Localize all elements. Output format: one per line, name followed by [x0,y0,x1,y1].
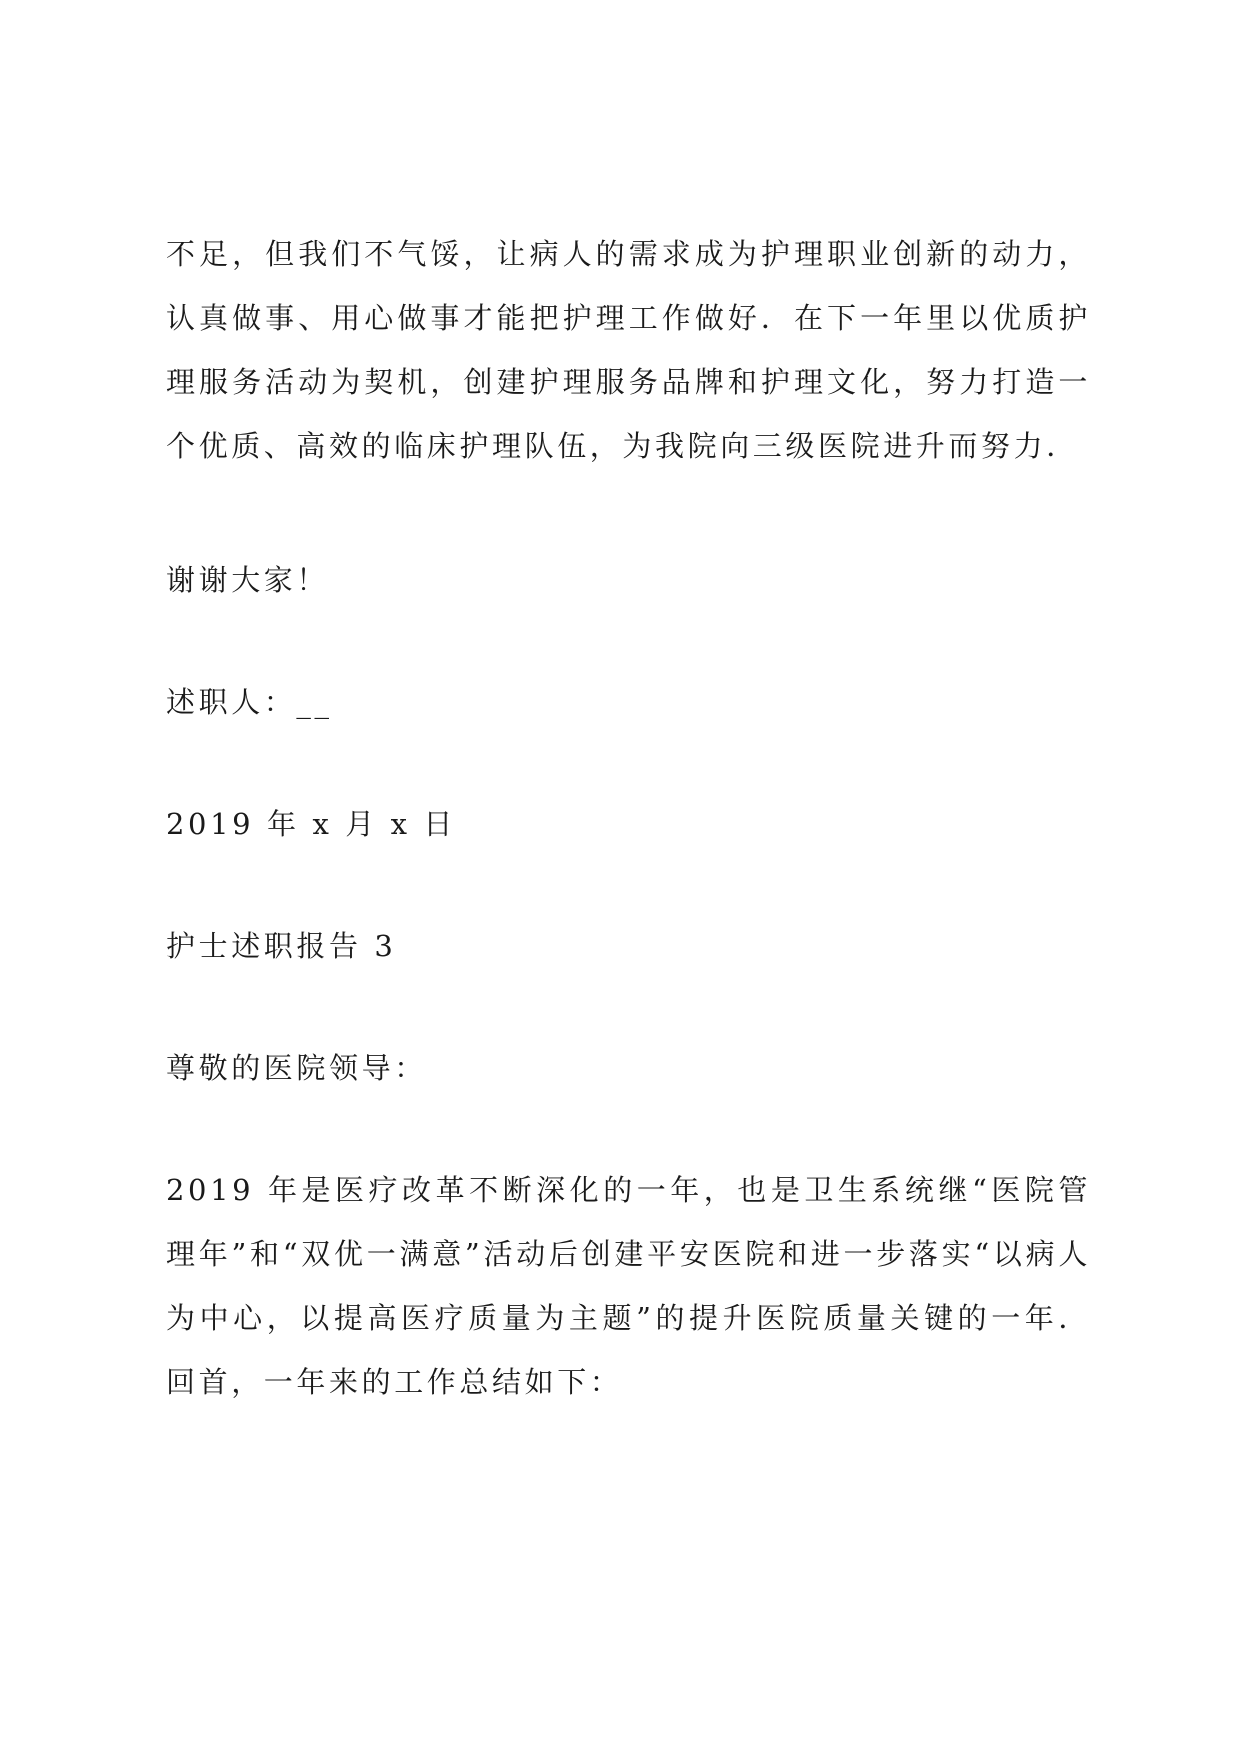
paragraph-thanks: 谢谢大家！ [166,563,330,597]
paragraph-salutation: 尊敬的医院领导： [166,1051,427,1085]
paragraph-date: 2019 年 x 月 x 日 [166,807,457,841]
paragraph-reporter: 述职人：__ [166,685,333,719]
section-heading: 护士述职报告 3 [166,929,397,963]
paragraph-year-overview: 2019 年是医疗改革不断深化的一年，也是卫生系统继“医院管理年”和“双优一满意”活动后创建平安医院和进一步落实“以病人为中心，以提高医疗质量为主题”的提升医院质量关键的一年．回首，一年来的工作总结如下： [166,1173,1091,1399]
paragraph-closing-remarks: 不足，但我们不气馁，让病人的需求成为护理职业创新的动力，认真做事、用心做事才能把护理工作做好．在下一年里以优质护理服务活动为契机，创建护理服务品牌和护理文化，努力打造一个优质、高效的临床护理队伍，为我院向三级医院进升而努力． [166,237,1091,463]
